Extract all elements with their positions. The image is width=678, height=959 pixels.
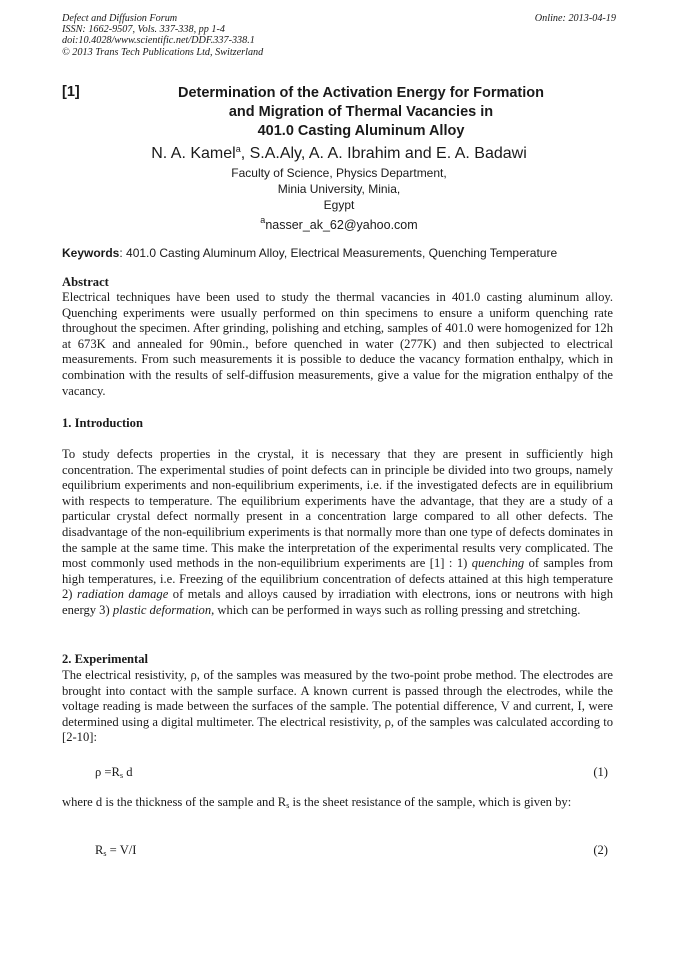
intro-text-part: , which can be performed in ways such as rolling pressing and stretching. [211, 602, 581, 617]
experimental-text: The electrical resistivity, ρ, of the samples was measured by the two-point probe method. The electrodes are brought into contact with the sample surface. A known current is passed through the electrodes, while the voltage reading is made between the surfaces of the sample. The potential difference, V and current, I, were determined using a digital multimeter. The electrical resistivity, ρ, of the samples was calculated according to [2-10]: [62, 668, 613, 745]
intro-italic-term: quenching [471, 556, 525, 571]
equation-1 [95, 765, 133, 783]
intro-italic-term: plastic deformation [112, 602, 212, 617]
email-address: nasser_ak_62@yahoo.com [265, 218, 418, 232]
title-line-2: and Migration of Thermal Vacancies in [228, 104, 494, 120]
title-line-3: 401.0 Casting Aluminum Alloy [257, 123, 465, 139]
where-text-part: where d is the thickness of the sample and R [62, 795, 287, 809]
equation-2-number: (2) [593, 843, 608, 857]
paper-title [120, 84, 602, 141]
eq2-subscript: s [103, 849, 107, 858]
intro-text-part: of metals and alloys caused by irradiation with electrons, ions or neutrons with high energy 3) [62, 587, 614, 617]
where-subscript: s [286, 801, 290, 810]
author-list [62, 144, 616, 164]
online-date: Online: 2013-04-19 [534, 13, 616, 24]
author-superscript: a [235, 144, 241, 154]
intro-text-part: of samples from high temperatures, i.e. Freezing of the equilibrium concentration of defects attained at this high temperature 2) [62, 556, 613, 602]
other-authors: , S.A.Aly, A. A. Ibrahim and E. A. Badawi [240, 145, 527, 162]
affiliation-line-1: Faculty of Science, Physics Department, [231, 166, 447, 180]
title-line-1: Determination of the Activation Energy for Formation [177, 85, 545, 101]
keywords [62, 246, 616, 261]
issn-line: ISSN: 1662-9507, Vols. 337-338, pp 1-4 [62, 24, 225, 36]
email-superscript: a [260, 215, 266, 225]
eq2-right: = V/I [106, 843, 137, 857]
keywords-text: : 401.0 Casting Aluminum Alloy, Electrical Measurements, Quenching Temperature [119, 246, 558, 260]
eq1-left: ρ =R [95, 765, 120, 779]
where-text [62, 795, 613, 814]
doi-line: doi:10.4028/www.scientific.net/DDF.337-338.1 [62, 35, 255, 47]
where-text-part: is the sheet resistance of the sample, which is given by: [289, 795, 572, 809]
eq1-right: d [123, 765, 133, 779]
copyright-line: © 2013 Trans Tech Publications Ltd, Switzerland [62, 46, 264, 58]
first-author: N. A. Kamel [151, 145, 236, 162]
intro-text-part: To study defects properties in the crystal, it is necessary that they are present in sufficiently high concentration. The experimental studies of point defects can in principle be divided into two groups, namely equilibrium experiments and non-equilibrium experiments, i.e. if the investigated defects are in equilibrium with respects to temperature. The equilibrium experiments have the advantage, that they are a study of a particular crystal defect normally present in a concentration large compared to all other defects. The disadvantage of the non-equilibrium experiments is that normally more than one type of defects dominates in the sample at the same time. This make the interpretation of the experimental results very complicated. The most commonly used methods in the non-equilibrium experiments are [1] : 1) [62, 447, 613, 571]
abstract-text: Electrical techniques have been used to study the thermal vacancies in 401.0 casting aluminum alloy. Quenching experiments were usually performed on thin specimens to ensure a uniform quenching rate throughout the specimen. After grinding, polishing and etching, samples of 401.0 were homogenized for 12h at 673K and annealed for 90min., before quenched in water (277K) and then subjected to electrical measurements. From such measurements it is possible to deduce the vacancy formation enthalpy, which in combination with the results of self-diffusion measurements, give a value for the migration enthalpy of the vacancy. [62, 290, 613, 398]
equation-1-number: (1) [593, 765, 608, 779]
equation-2 [95, 843, 137, 861]
keywords-label: Keywords [62, 246, 120, 260]
journal-name: Defect and Diffusion Forum [62, 13, 178, 24]
eq1-subscript: s [119, 771, 124, 780]
affiliation-line-3: Egypt [323, 197, 355, 212]
introduction-heading: 1. Introduction [62, 416, 143, 430]
affiliation-line-2: Minia University, Minia, [277, 181, 401, 196]
introduction-text [62, 447, 613, 619]
abstract-heading: Abstract [62, 275, 109, 289]
intro-italic-term: radiation damage [77, 587, 169, 602]
experimental-heading: 2. Experimental [62, 652, 149, 666]
eq2-left: R [95, 843, 104, 857]
affiliation [62, 166, 616, 213]
journal-header [62, 13, 616, 58]
author-email [62, 215, 616, 233]
reference-number: [1] [62, 84, 80, 100]
